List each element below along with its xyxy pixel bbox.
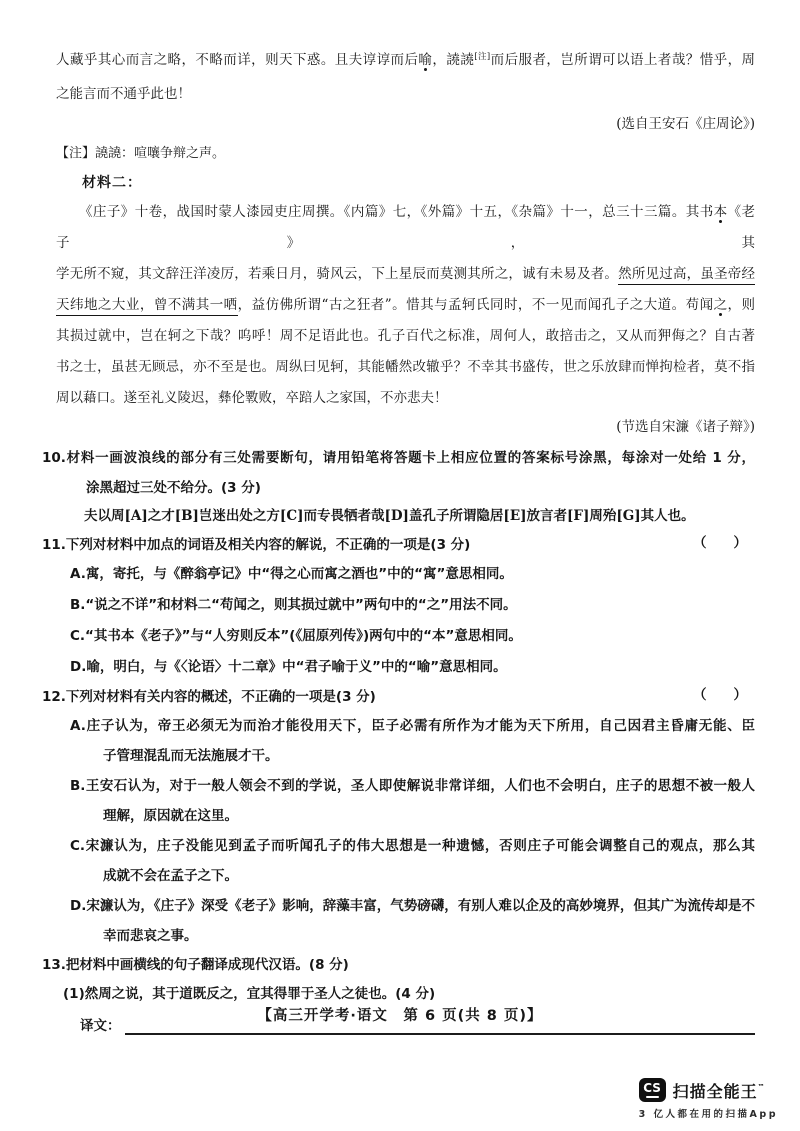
passage-text: ，益仿佛所谓“古之狂者”。惜其与孟轲氏同时，不一见而闻孔子之大道。苟闻 — [237, 297, 714, 313]
passage-text: 而后服者，岂所谓可以语上者哉？惜乎，周 — [490, 52, 756, 68]
emphasized-char: 本 — [713, 204, 728, 220]
answer-label: 译文： — [80, 1018, 121, 1034]
question-11 — [42, 531, 755, 683]
option-line: 幸而悲哀之事。 — [103, 928, 198, 944]
sentence-breaking-quote: 夫以周[A]之才[B]岂迷出处之方[C]而专畏牺者哉[D]盖孔子所谓隐居[E]放言者[F]周殆[G]其人也。 — [84, 508, 695, 524]
option-line: 理解，原因就在这里。 — [103, 808, 238, 824]
option-c — [70, 831, 755, 891]
emphasized-char: 之 — [713, 297, 728, 313]
camscanner-icon-text: CS — [643, 1081, 661, 1095]
passage-line — [56, 383, 755, 414]
passage-line — [56, 290, 755, 321]
option-line: 子管理混乱而无法施展才干。 — [103, 748, 279, 764]
option-c: C.“其书本《老子》”与“人穷则反本”(《屈原列传》)两句中的“本”意思相同。 — [70, 628, 522, 644]
option-b — [70, 771, 755, 831]
question-13-part-1: (1)然周之说，其于道既反之，宜其得罪于圣人之徒也。(4 分) — [63, 986, 436, 1002]
question-11-options — [70, 559, 755, 683]
passage-text: 之能言而不通乎此也！ — [56, 86, 191, 102]
camscanner-brand-row — [639, 1078, 778, 1102]
passage-line — [56, 77, 755, 111]
material-two-passage — [56, 197, 755, 414]
option-a: A.寓，寄托，与《醉翁亭记》中“得之心而寓之酒也”中的“寓”意思相同。 — [70, 566, 513, 582]
underlined-text: 天纬地之大业，曾不满其一哂 — [56, 297, 238, 316]
scanner-slot-glyph — [646, 1096, 659, 1098]
option-d: D.喻，明白，与《〈论语〉十二章》中“君子喻于义”中的“喻”意思相同。 — [70, 659, 507, 675]
question-13-stem: 13.把材料中画横线的句子翻译成现代汉语。(8 分) — [42, 957, 349, 973]
camscanner-tagline: 3 亿人都在用的扫描App — [638, 1109, 778, 1120]
question-12-stem: 12.下列对材料有关内容的概述，不正确的一项是(3 分) — [42, 689, 376, 705]
option-line: A.庄子认为，帝王必须无为而治才能役用天下，臣子必需有所作为才能为天下所用，自己因君主昏庸无能、臣 — [70, 718, 755, 734]
passage-line — [56, 197, 755, 259]
option-line: C.宋濂认为，庄子没能见到孟子而听闻孔子的伟大思想是一种遗憾，否则庄子可能会调整自己的观点，那么其 — [70, 838, 755, 854]
passage-text: 书之士，虽甚无顾忌，亦不至是也。周纵曰见轲，其能幡然改辙乎？不幸其书盛传，世之乐放肆而惮拘检者，莫不指 — [56, 359, 755, 375]
question-12 — [42, 683, 755, 951]
passage-text: 人藏乎其心而言之略，不略而详，则天下惑。且夫谆谆而后 — [56, 52, 419, 68]
camscanner-brand — [673, 1079, 765, 1102]
passage-line — [56, 352, 755, 383]
question-12-options — [70, 711, 755, 951]
page-footer: 【高三开学考·语文 第 6 页(共 8 页)】 — [257, 1008, 543, 1024]
question-11-stem: 11.下列对材料中加点的词语及相关内容的解说，不正确的一项是(3 分) — [42, 537, 471, 553]
option-b: B.“说之不详”和材料二“苟闻之，则其损过就中”两句中的“之”用法不同。 — [70, 597, 517, 613]
footnote-reference: [注] — [474, 52, 491, 62]
material-one-continuation — [56, 40, 755, 111]
source-attribution-material-two: (节选自宋濂《诸子辩》) — [616, 419, 755, 435]
question-10-stem-line-1: 10.材料一画波浪线的部分有三处需要断句，请用铅笔将答题卡上相应位置的答案标号涂黑，每涂对一处给 1 分， — [42, 450, 755, 466]
source-attribution-material-one: (选自王安石《庄周论》) — [616, 116, 755, 132]
option-d — [70, 891, 755, 951]
option-line: 成就不会在孟子之下。 — [103, 868, 238, 884]
footnote: 【注】譊譊：喧嚷争辩之声。 — [56, 146, 226, 161]
passage-line — [56, 40, 755, 77]
question-10-stem-line-2: 涂黑超过三处不给分。(3 分) — [86, 480, 261, 496]
brand-text: 扫描全能王 — [672, 1081, 758, 1101]
passage-line — [56, 321, 755, 352]
material-two-heading: 材料二： — [82, 175, 142, 191]
passage-text: 周以藉口。遂至礼义陵迟，彝伦斁败，卒踣人之家国，不亦悲夫！ — [56, 390, 448, 406]
option-a — [70, 711, 755, 771]
passage-line — [56, 259, 755, 290]
answer-bracket: （ ） — [693, 687, 747, 703]
trademark-symbol: ™ — [757, 1082, 765, 1091]
emphasized-char: 喻 — [418, 52, 433, 68]
passage-text: 其损过就中，岂在轲之下哉？呜呼！周不足语此也。孔子百代之标准，周何人，敢掊击之，又从而狎侮之？自古著 — [56, 328, 755, 344]
camscanner-watermark — [639, 1078, 778, 1120]
passage-text: ，则 — [727, 297, 756, 313]
passage-text: 《老子》，其 — [56, 204, 756, 251]
answer-bracket: （ ） — [693, 535, 747, 551]
option-line: D.宋濂认为，《庄子》深受《老子》影响，辞藻丰富，气势磅礴，有别人难以企及的高妙境界，但其广为流传却是不 — [70, 898, 755, 914]
underlined-text: 然所见过高，虽圣帝经 — [618, 266, 755, 285]
camscanner-icon — [639, 1078, 666, 1102]
passage-text: ，譊譊 — [432, 52, 475, 68]
passage-text: 学无所不窥，其文辞汪洋凌厉，若乘日月，骑风云，下上星辰而莫测其所之，诚有未易及者。 — [56, 266, 619, 282]
passage-text: 《庄子》十卷，战国时蒙人漆园吏庄周撰。《内篇》七，《外篇》十五，《杂篇》十一，总三十三篇。其书 — [79, 204, 714, 220]
option-line: B.王安石认为，对于一般人领会不到的学说，圣人即使解说非常详细，人们也不会明白，庄子的思想不被一般人 — [70, 778, 755, 794]
question-10 — [42, 443, 755, 529]
